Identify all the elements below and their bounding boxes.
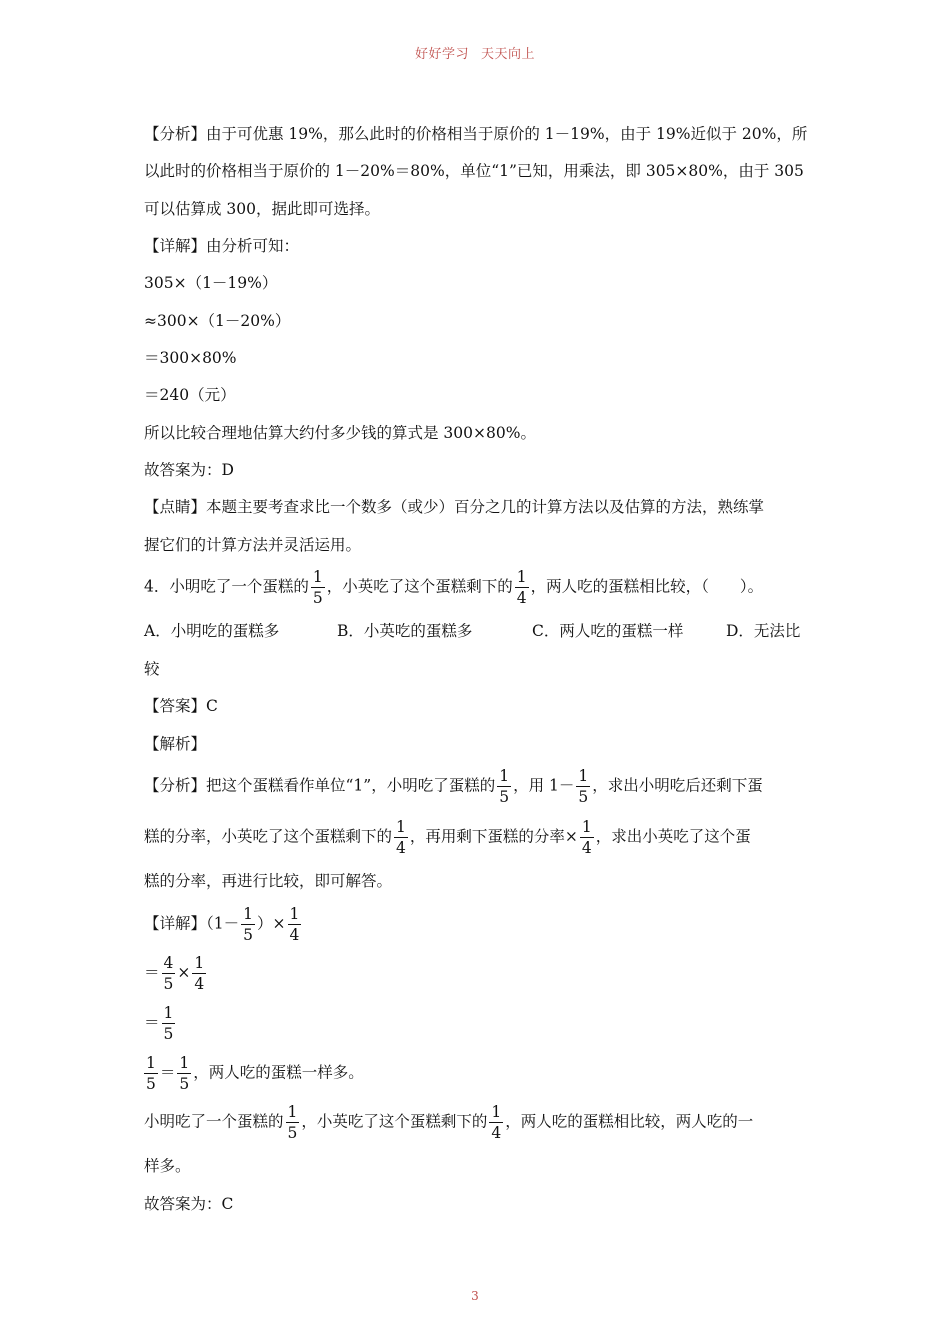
fraction-one-quarter: $\frac{1}{4}$: [516, 568, 527, 607]
q4-conclusion-line-2: 样多。: [144, 1157, 191, 1175]
fraction-one-quarter: $\frac{1}{4}$: [289, 905, 300, 944]
q4-analysis-2-part-b: ，再用剩下蛋糕的分率×: [409, 827, 578, 846]
equals-sign: ＝: [144, 963, 160, 982]
equals-sign: ＝: [159, 1063, 176, 1082]
q4-analysis-2-part-a: 糕的分率，小英吃了这个蛋糕剩下的: [144, 827, 393, 846]
q4-analysis-line-1: [144, 767, 763, 806]
q3-analysis-line-2: 以此时的价格相当于原价的 1－20%＝80%，单位“1”已知，用乘法，即 305×80%，由于 305: [144, 162, 804, 180]
q4-conclusion-1-part-b: ，小英吃了这个蛋糕剩下的: [301, 1112, 488, 1131]
q3-conclusion: 所以比较合理地估算大约付多少钱的算式是 300×80%。: [144, 424, 536, 442]
q3-analysis-line-1: 【分析】由于可优惠 19%，那么此时的价格相当于原价的 1－19%，由于 19%近似于 20%，所: [144, 125, 808, 143]
q4-analysis-line-2: [144, 818, 751, 857]
q3-step-4: ＝240（元）: [144, 386, 236, 404]
q3-analysis-line-3: 可以估算成 300，据此即可选择。: [144, 200, 381, 218]
fraction-four-fifths: $\frac{4}{5}$: [163, 954, 174, 993]
q4-answer-line: 故答案为：C: [144, 1195, 234, 1213]
header-left-text: 好好学习: [414, 47, 469, 62]
q4-question-part-1: 4．小明吃了一个蛋糕的: [144, 577, 309, 596]
q3-step-1: 305×（1－19%）: [144, 274, 278, 292]
q4-detail-1-part-a: 【详解】（1－: [144, 914, 240, 933]
q3-comment-line-1: 【点睛】本题主要考查求比一个数多（或少）百分之几的计算方法以及估算的方法，熟练掌: [144, 498, 765, 516]
fraction-one-quarter: $\frac{1}{4}$: [491, 1103, 502, 1142]
fraction-one-fifth: $\frac{1}{5}$: [287, 1103, 298, 1142]
q3-step-3: ＝300×80%: [144, 349, 237, 367]
q4-option-b: B．小英吃的蛋糕多: [337, 622, 473, 640]
q4-detail-line-4: [144, 1054, 364, 1093]
fraction-one-fifth: $\frac{1}{5}$: [578, 767, 589, 806]
page-header: [0, 43, 950, 62]
q4-option-d: D．无法比: [726, 622, 801, 640]
q4-conclusion-line-1: [144, 1103, 753, 1142]
q4-analysis-line-3: 糕的分率，再进行比较，即可解答。: [144, 872, 393, 890]
q4-question-part-3: ，两人吃的蛋糕相比较，（ ）。: [530, 577, 764, 596]
q3-detail-title: 【详解】由分析可知：: [144, 237, 300, 255]
q4-analysis-2-part-c: ，求出小英吃了这个蛋: [595, 827, 751, 846]
fraction-one-quarter: $\frac{1}{4}$: [396, 818, 406, 857]
fraction-one-fifth: $\frac{1}{5}$: [163, 1004, 174, 1043]
fraction-one-quarter: $\frac{1}{4}$: [194, 954, 205, 993]
page-number: 3: [471, 1289, 479, 1303]
q4-options-line: [144, 621, 800, 641]
q4-analysis-1-part-b: ，用 1－: [513, 776, 575, 795]
q4-analysis-1-part-a: 【分析】把这个蛋糕看作单位“1”，小明吃了蛋糕的: [144, 776, 496, 795]
fraction-one-fifth: $\frac{1}{5}$: [179, 1054, 190, 1093]
fraction-one-fifth: $\frac{1}{5}$: [312, 568, 323, 607]
q4-detail-line-3: [144, 1004, 177, 1043]
q4-conclusion-1-part-a: 小明吃了一个蛋糕的: [144, 1112, 284, 1131]
q3-answer-line: 故答案为：D: [144, 461, 234, 479]
fraction-one-fifth: $\frac{1}{5}$: [146, 1054, 156, 1093]
fraction-one-fifth: $\frac{1}{5}$: [243, 905, 253, 944]
fraction-one-fifth: $\frac{1}{5}$: [499, 767, 510, 806]
q3-step-2: ≈300×（1－20%）: [144, 312, 291, 330]
q4-question-part-2: ，小英吃了这个蛋糕剩下的: [326, 577, 513, 596]
q3-comment-line-2: 握它们的计算方法并灵活运用。: [144, 536, 362, 554]
q4-question-line: [144, 568, 763, 607]
header-right-text: 天天向上: [481, 47, 536, 62]
q4-analysis-1-part-c: ，求出小明吃后还剩下蛋: [592, 776, 763, 795]
q4-detail-line-1: [144, 905, 303, 944]
q4-option-a: A．小明吃的蛋糕多: [144, 622, 280, 640]
q4-option-d-wrap: 较: [144, 660, 160, 678]
q4-conclusion-1-part-c: ，两人吃的蛋糕相比较，两人吃的一: [505, 1112, 754, 1131]
q4-option-c: C．两人吃的蛋糕一样: [532, 622, 684, 640]
q4-detail-4-tail: ，两人吃的蛋糕一样多。: [193, 1063, 364, 1082]
equals-sign: ＝: [144, 1013, 160, 1032]
q4-answer: 【答案】C: [144, 697, 218, 715]
times-sign: ×: [177, 963, 191, 982]
q4-detail-line-2: [144, 954, 208, 993]
q4-detail-1-part-b: ）×: [257, 914, 286, 933]
q4-analysis-title: 【解析】: [144, 735, 207, 753]
fraction-one-quarter: $\frac{1}{4}$: [581, 818, 592, 857]
